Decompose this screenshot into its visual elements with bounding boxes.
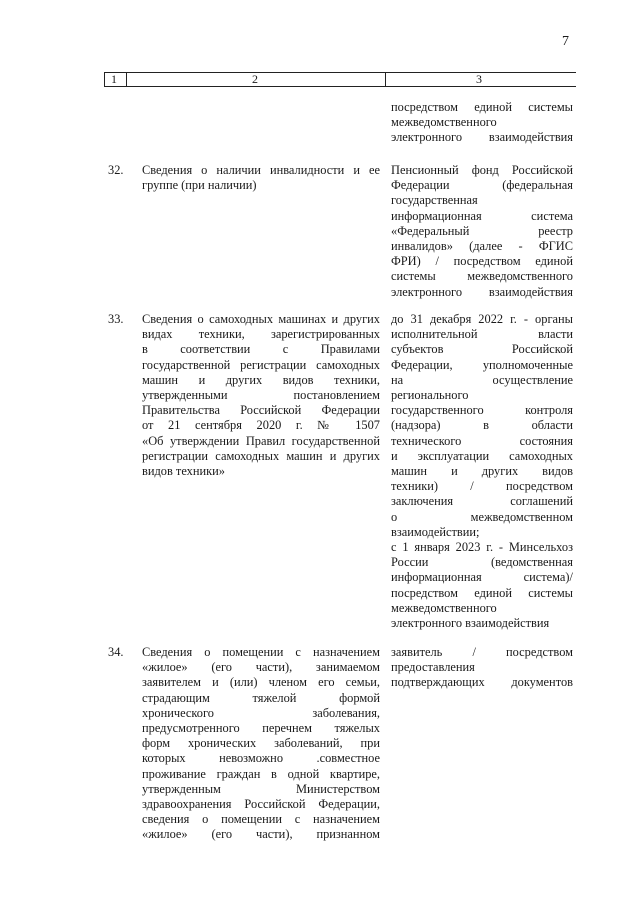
row-description <box>142 312 380 479</box>
row-number: 32. <box>108 163 124 177</box>
cell-line: видов техники» <box>142 464 225 479</box>
cell-line: о межведомственном <box>391 509 573 524</box>
page-number: 7 <box>562 34 569 49</box>
row-source <box>391 163 573 300</box>
cell-line: предоставления <box>391 660 475 675</box>
cell-line: страдающим тяжелой формой <box>142 690 380 705</box>
cell-line: группе (при наличии) <box>142 178 257 193</box>
cell-line: Правительства Российской Федерации <box>142 403 380 418</box>
cell-line: на осуществление <box>391 372 573 387</box>
cell-line: видах техники, зарегистрированных <box>142 327 380 342</box>
cell-line: электронного взаимодействия <box>391 130 573 145</box>
cell-line: здравоохранения Российской Федерации, <box>142 797 380 812</box>
cell-line: «Федеральный реестр <box>391 223 573 238</box>
row-source <box>391 645 573 691</box>
cell-line: субъектов Российской <box>391 342 573 357</box>
cell-line: государственного контроля <box>391 403 573 418</box>
cell-line: хронического заболевания, <box>142 705 380 720</box>
cell-line: посредством единой системы <box>391 585 573 600</box>
cell-line: и эксплуатации самоходных <box>391 448 573 463</box>
cell-line: электронного взаимодействия <box>391 284 573 299</box>
cell-line: «Об утверждении Правил государственной <box>142 433 380 448</box>
cell-line: машин и других видов техники, <box>142 372 380 387</box>
cell-line: утвержденным Министерством <box>142 781 380 796</box>
cell-line: информационная система)/ <box>391 570 573 585</box>
cell-line: информационная система <box>391 208 573 223</box>
cell-line: технического состояния <box>391 433 573 448</box>
continuation-cell <box>391 100 573 146</box>
cell-line: сведения о помещении с назначением <box>142 812 380 827</box>
cell-line: государственная <box>391 193 478 208</box>
cell-line: форм хронических заболеваний, при <box>142 736 380 751</box>
header-bottom-rule <box>104 86 576 87</box>
cell-line: Пенсионный фонд Российской <box>391 163 573 177</box>
header-col-3: 3 <box>476 72 482 86</box>
row-number: 33. <box>108 312 124 326</box>
cell-line: машин и других видов <box>391 464 573 479</box>
cell-line: России (ведомственная <box>391 555 573 570</box>
row-description <box>142 645 380 843</box>
cell-line: проживание граждан в одной квартире, <box>142 766 380 781</box>
cell-line: взаимодействии; <box>391 524 480 539</box>
cell-line: исполнительной власти <box>391 327 573 342</box>
cell-line: инвалидов» (далее - ФГИС <box>391 239 573 254</box>
cell-line: государственной регистрации самоходных <box>142 357 380 372</box>
cell-line: в соответствии с Правилами <box>142 342 380 357</box>
cell-line: техники) / посредством <box>391 479 573 494</box>
header-separator <box>126 72 127 86</box>
cell-line: Федерации, уполномоченные <box>391 357 573 372</box>
cell-line: регионального <box>391 388 469 403</box>
cell-line: Сведения о самоходных машинах и других <box>142 312 380 326</box>
cell-line: с 1 января 2023 г. - Минсельхоз <box>391 540 573 555</box>
row-number: 34. <box>108 645 124 659</box>
cell-line: электронного взаимодействия <box>391 616 550 631</box>
cell-line: системы межведомственного <box>391 269 573 284</box>
cell-line: заявителем и (или) членом его семьи, <box>142 675 380 690</box>
cell-line: посредством единой системы <box>391 100 573 114</box>
header-separator <box>385 72 386 86</box>
cell-line: «жилое» (его части), признанном <box>142 827 380 842</box>
cell-line: (надзора) в области <box>391 418 573 433</box>
header-col-2: 2 <box>252 72 258 86</box>
cell-line: Сведения о наличии инвалидности и ее <box>142 163 380 177</box>
cell-line: межведомственного <box>391 115 497 130</box>
cell-line: которых невозможно .совместное <box>142 751 380 766</box>
row-description <box>142 163 380 193</box>
cell-line: «жилое» (его части), занимаемом <box>142 660 380 675</box>
cell-line: до 31 декабря 2022 г. - органы <box>391 312 573 326</box>
cell-line: ФРИ) / посредством единой <box>391 254 573 269</box>
cell-line: Федерации (федеральная <box>391 178 573 193</box>
header-separator <box>104 72 105 86</box>
cell-line: межведомственного <box>391 600 497 615</box>
cell-line: подтверждающих документов <box>391 675 573 690</box>
cell-line: от 21 сентября 2020 г. № 1507 <box>142 418 380 433</box>
cell-line: заключения соглашений <box>391 494 573 509</box>
cell-line: заявитель / посредством <box>391 645 573 659</box>
cell-line: Сведения о помещении с назначением <box>142 645 380 659</box>
cell-line: регистрации самоходных машин и других <box>142 448 380 463</box>
header-col-1: 1 <box>111 72 117 86</box>
cell-line: предусмотренного перечнем тяжелых <box>142 721 380 736</box>
header-top-rule <box>104 72 576 73</box>
row-source <box>391 312 573 631</box>
cell-line: утвержденными постановлением <box>142 388 380 403</box>
